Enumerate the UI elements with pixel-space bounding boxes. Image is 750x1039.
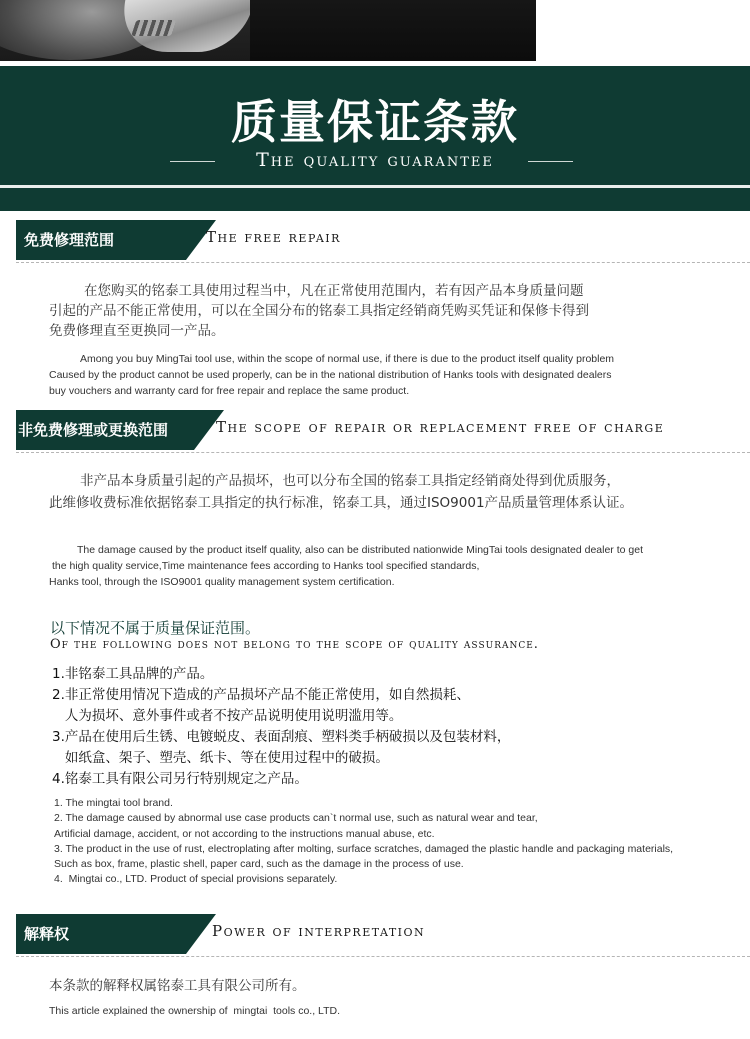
- exclusions-zh-list: [52, 664, 510, 790]
- exclusion-en-item: Artificial damage, accident, or not according to the instructions manual abuse, etc.: [54, 827, 435, 840]
- free-repair-zh-line-1: 在您购买的铭泰工具使用过程当中，凡在正常使用范围内，若有因产品本身质量问题: [84, 283, 584, 299]
- free-repair-zh-line-2: 引起的产品不能正常使用，可以在全国分布的铭泰工具指定经销商凭购买凭证和保修卡得到: [49, 303, 589, 319]
- section-heading-free-repair: The free repair: [206, 228, 341, 246]
- title-banner: [0, 66, 750, 211]
- exclusion-en-item: 3. The product in the use of rust, electroplating after molting, surface scratches, damaged the plastic handle and packaging materials,: [54, 842, 674, 855]
- interpretation-en-text: This article explained the ownership of mingtai tools co., LTD.: [49, 1005, 341, 1017]
- free-repair-zh-line-3: 免费修理直至更换同一产品。: [49, 323, 225, 339]
- exclusion-zh-item: 2.非正常使用情况下造成的产品损坏产品不能正常使用，如自然损耗、: [52, 687, 470, 703]
- banner-rule-right: [528, 161, 573, 162]
- exclusion-zh-item: 1.非铭泰工具品牌的产品。: [52, 666, 214, 682]
- section-dashed-divider: [16, 262, 750, 263]
- exclusions-en-list: [54, 796, 673, 888]
- section-header-paid-repair: [16, 410, 750, 450]
- exclusion-en-item: 4. Mingtai co., LTD. Product of special provisions separately.: [54, 873, 338, 886]
- banner-subtitle: The quality guarantee: [256, 149, 494, 171]
- section-dashed-divider: [16, 956, 750, 957]
- exclusion-en-item: 2. The damage caused by abnormal use case products can`t normal use, such as natural wear and tear,: [54, 812, 538, 825]
- free-repair-en-line-3: buy vouchers and warranty card for free repair and replace the same product.: [49, 385, 410, 397]
- section-heading-paid-repair: The scope of repair or replacement free of charge: [216, 418, 665, 436]
- interpretation-zh-text: 本条款的解释权属铭泰工具有限公司所有。: [49, 978, 306, 994]
- section-tab-paid-repair: 非免费修理或更换范围: [16, 410, 194, 450]
- exclusions-subtitle: Of the following does not belong to the scope of quality assurance.: [50, 637, 539, 652]
- free-repair-en-line-1: Among you buy MingTai tool use, within the scope of normal use, if there is due to the product itself quality problem: [80, 353, 615, 365]
- exclusion-zh-item: 人为损坏、意外事件或者不按产品说明使用说明滥用等。: [52, 708, 403, 724]
- exclusion-en-item: Such as box, frame, plastic shell, paper card, such as the damage in the process of use.: [54, 858, 464, 871]
- exclusion-zh-item: 4.铭泰工具有限公司另行特别规定之产品。: [52, 771, 308, 787]
- section-heading-interpretation: Power of interpretation: [212, 922, 426, 940]
- paid-repair-zh-line-1: 非产品本身质量引起的产品损坏，也可以分布全国的铭泰工具指定经销商处得到优质服务，: [80, 473, 620, 489]
- section-header-free-repair: [16, 220, 750, 260]
- product-photo-strip: [0, 0, 536, 61]
- paid-repair-en-line-3: Hanks tool, through the ISO9001 quality management system certification.: [49, 576, 395, 588]
- banner-title: 质量保证条款: [231, 95, 519, 149]
- exclusions-title: 以下情况不属于质量保证范围。: [50, 619, 261, 637]
- banner-divider: [0, 185, 750, 188]
- exclusion-zh-item: 3.产品在使用后生锈、电镀蜕皮、表面刮痕、塑料类手柄破损以及包装材料，: [52, 729, 511, 745]
- exclusion-en-item: 1. The mingtai tool brand.: [54, 797, 173, 809]
- section-tab-free-repair: 免费修理范围: [16, 220, 186, 260]
- free-repair-en-line-2: Caused by the product cannot be used properly, can be in the national distribution of Hanks tools with designated dealers: [49, 369, 612, 381]
- section-header-interpretation: [16, 914, 750, 954]
- section-dashed-divider: [16, 452, 750, 453]
- paid-repair-en-line-2: the high quality service,Time maintenance fees according to Hanks tool specified standards,: [52, 560, 480, 572]
- paid-repair-zh-line-2: 此维修收费标准依据铭泰工具指定的执行标准，铭泰工具，通过ISO9001产品质量管理体系认证。: [49, 495, 634, 511]
- section-tab-interpretation: 解释权: [16, 914, 186, 954]
- paid-repair-en-line-1: The damage caused by the product itself quality, also can be distributed nationwide MingTai tools designated dealer to get: [77, 544, 643, 556]
- exclusion-zh-item: 如纸盒、架子、塑壳、纸卡、等在使用过程中的破损。: [52, 750, 389, 766]
